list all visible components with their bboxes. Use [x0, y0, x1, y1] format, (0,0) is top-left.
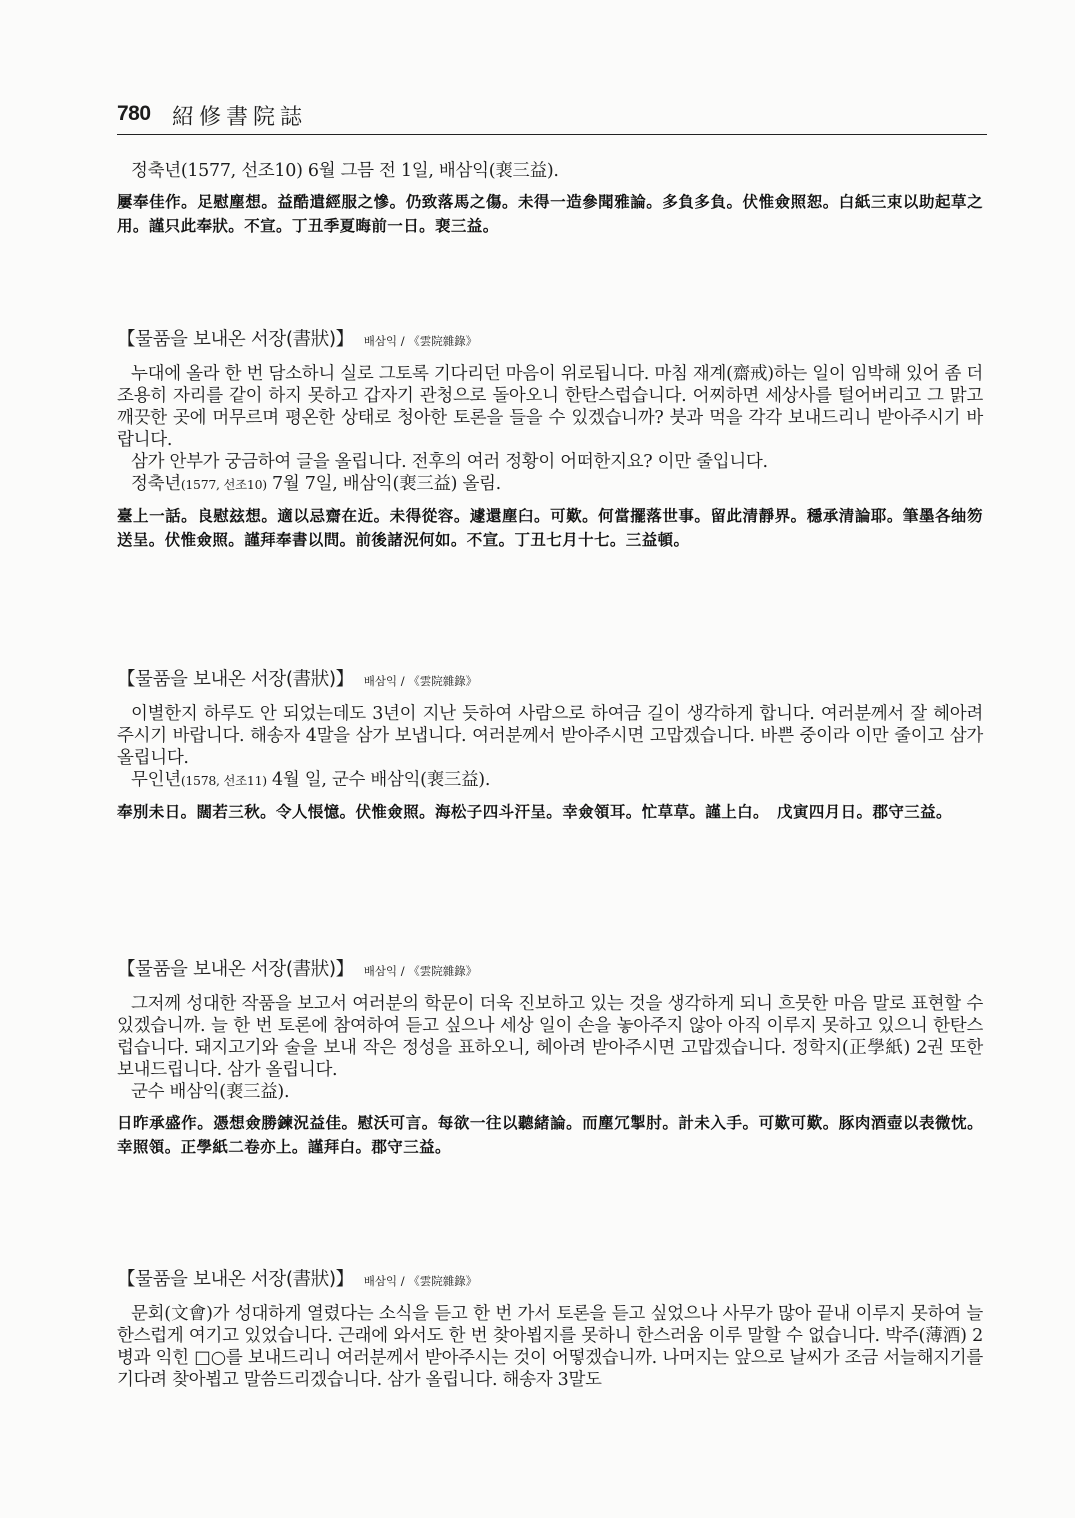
section-heading: [117, 665, 983, 691]
paragraph: 삼가 안부가 궁금하여 글을 올립니다. 전후의 여러 정황이 어떠한지요? 이만 줄입니다.: [131, 452, 768, 472]
section-heading: [117, 325, 983, 351]
running-title: 紹修書院誌: [172, 105, 308, 130]
hanmun-text: 屢奉佳作。足慰塵想。益酷遣經服之慘。仍致落馬之傷。未得一造參聞雅論。多負多負。伏惟僉照恕。白紙三束以助起草之用。謹只此奉狀。不宣。丁丑季夏晦前一日。裵三益。: [117, 192, 983, 235]
paragraph: 누대에 올라 한 번 담소하니 실로 그토록 기다리던 마음이 위로됩니다. 마침 재계(齋戒)하는 일이 임박해 있어 좀 더 조용히 자리를 같이 하지 못하고 갑자기 관청으로 돌아오니 한탄스럽습니다. 어찌하면 세상사를 털어버리고 그 맑고 깨끗한 곳에 머무르며 평온한 상태로 청아한 토론을 들을 수 있겠습니까? 붓과 먹을 각각 보내드리니 받아주시기 바랍니다.: [117, 364, 983, 450]
paragraph: 그저께 성대한 작품을 보고서 여러분의 학문이 더욱 진보하고 있는 것을 생각하게 되니 흐뭇한 마음 말로 표현할 수 있겠습니까. 늘 한 번 토론에 참여하여 듣고 싶으나 세상 일이 손을 놓아주지 않아 아직 이루지 못하고 있으니 한탄스럽습니다. 돼지고기와 술을 보내 작은 정성을 표하오니, 헤아려 받아주시면 고맙겠습니다. 정학지(正學紙) 2권 또한 보내드립니다. 삼가 올립니다.: [117, 994, 983, 1080]
hanmun-text: 奉別未日。闊若三秋。令人悵憶。伏惟僉照。海松子四斗汗呈。幸僉領耳。忙草草。謹上白。 戊寅四月日。郡守三益。: [117, 802, 952, 821]
section-source: 배삼익 / 《雲院雜錄》: [363, 674, 478, 688]
date-text: 정축년: [131, 474, 181, 494]
date-line: [117, 1081, 983, 1103]
section-source: 배삼익 / 《雲院雜錄》: [363, 334, 478, 348]
section: [117, 1265, 983, 1391]
section-source: 배삼익 / 《雲院雜錄》: [363, 1274, 478, 1288]
section-heading: [117, 1265, 983, 1291]
hanmun-text: 日昨承盛作。憑想僉勝鍊況益佳。慰沃可言。每欲一往以聽緒論。而塵冗掣肘。計未入手。可歎可歎。豚肉酒壺以表微忱。幸照領。正學紙二卷亦上。謹拜白。郡守三益。: [117, 1113, 983, 1156]
paragraph: 이별한지 하루도 안 되었는데도 3년이 지난 듯하여 사람으로 하여금 길이 생각하게 합니다. 여러분께서 잘 헤아려주시기 바랍니다. 해송자 4말을 삼가 보냅니다. 여러분께서 받아주시면 고맙겠습니다. 바쁜 중이라 이만 줄이고 삼가 올립니다.: [117, 704, 983, 768]
date-line: [117, 473, 983, 496]
section-heading: [117, 955, 983, 981]
date-line: [117, 769, 983, 792]
section: [117, 325, 983, 552]
section-title: 【물품을 보내온 서장(書狀)】: [117, 1269, 354, 1290]
section: [117, 665, 983, 824]
section-source: 배삼익 / 《雲院雜錄》: [363, 964, 478, 978]
date-era: (1577, 선조10): [180, 477, 267, 492]
section-title: 【물품을 보내온 서장(書狀)】: [117, 669, 354, 690]
running-header: [117, 98, 987, 135]
section-title: 【물품을 보내온 서장(書狀)】: [117, 329, 354, 350]
hanmun-text: 臺上一話。良慰玆想。適以忌齋在近。未得從容。遽還塵臼。可歎。何當擺落世事。留此清靜界。穩承清論耶。筆墨各䌷笏送呈。伏惟僉照。謹拜奉書以問。前後諸況何如。不宣。丁丑七月十七。三益頓。: [117, 506, 983, 549]
page-number: 780: [117, 102, 151, 125]
date-era: (1578, 선조11): [180, 773, 267, 788]
intro-block: [117, 160, 983, 238]
section: [117, 955, 983, 1159]
date-line: 정축년(1577, 선조10) 6월 그믐 전 1일, 배삼익(裵三益).: [131, 161, 559, 181]
date-text: 4월 일, 군수 배삼익(裵三益).: [266, 770, 491, 790]
paragraph: 문회(文會)가 성대하게 열렸다는 소식을 듣고 한 번 가서 토론을 듣고 싶었으나 사무가 많아 끝내 이루지 못하여 늘 한스럽게 여기고 있었습니다. 근래에 와서도 한 번 찾아뵙지를 못하니 한스러움 이루 말할 수 없습니다. 박주(薄酒) 2병과 익힌 □○를 보내드리니 여러분께서 받아주시는 것이 어떻겠습니까. 나머지는 앞으로 날씨가 조금 서늘해지기를 기다려 찾아뵙고 말씀드리겠습니다. 삼가 올립니다. 해송자 3말도: [117, 1304, 983, 1390]
date-text: 7월 7일, 배삼익(裵三益) 올림.: [266, 474, 501, 494]
date-text: 군수 배삼익(裵三益).: [131, 1082, 290, 1102]
section-title: 【물품을 보내온 서장(書狀)】: [117, 959, 354, 980]
date-text: 무인년: [131, 770, 181, 790]
